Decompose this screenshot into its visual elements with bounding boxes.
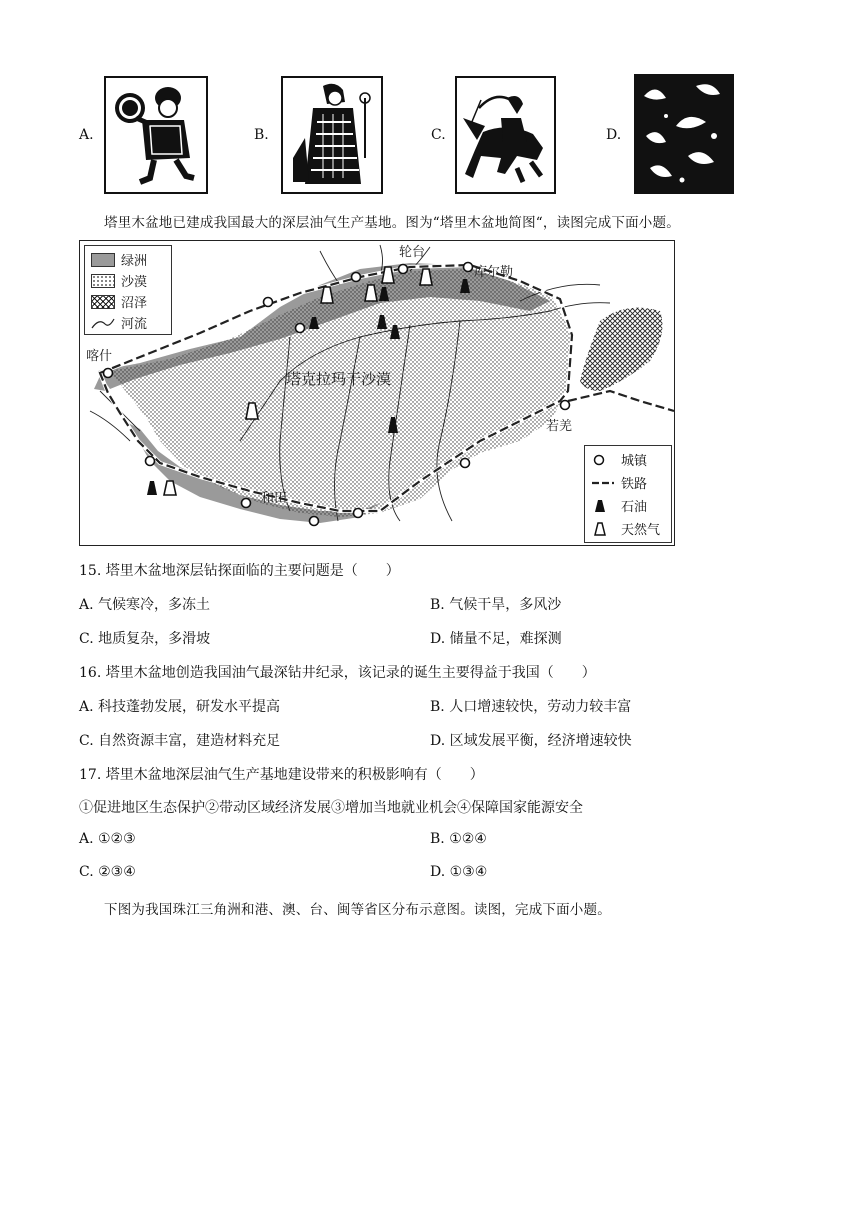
question-16-option-d[interactable]: D. 区域发展平衡，经济增速较快: [430, 733, 632, 749]
question-17-option-b[interactable]: B. ①②④: [430, 831, 487, 847]
legend-town-label: 城镇: [621, 454, 648, 469]
option-b-letter: B.: [254, 127, 269, 143]
question-15-option-c[interactable]: C. 地质复杂，多滑坡: [79, 631, 211, 647]
oil-icon: [591, 499, 615, 513]
railway-icon: [591, 476, 615, 490]
place-hotan: 和田: [261, 491, 288, 506]
legend-railway-label: 铁路: [621, 477, 648, 492]
paper-cut-archer-on-horse-image: [457, 78, 554, 192]
legend-oasis: [91, 250, 147, 269]
question-15-stem: 15. 塔里木盆地深层钻探面临的主要问题是（ ）: [79, 563, 400, 579]
question-16-option-c[interactable]: C. 自然资源丰富，建造材料充足: [79, 733, 281, 749]
legend-features: [584, 445, 672, 543]
question-17-option-c[interactable]: C. ②③④: [79, 864, 136, 880]
legend-swamp-label: 沼泽: [121, 296, 148, 311]
question-17-option-d[interactable]: D. ①③④: [430, 864, 488, 880]
legend-railway: [591, 473, 647, 492]
intro-text-tarim: 塔里木盆地已建成我国最大的深层油气生产基地。图为“塔里木盆地简图“，读图完成下面小题。: [104, 215, 680, 231]
river-icon: [91, 316, 115, 330]
option-c-letter: C.: [431, 127, 446, 143]
question-15-option-b[interactable]: B. 气候干旱，多风沙: [430, 597, 562, 613]
legend-river-label: 河流: [121, 317, 148, 332]
tarim-basin-map: [79, 240, 675, 546]
paper-cut-tropical-leaves-image: [636, 76, 732, 192]
option-a-letter: A.: [79, 127, 94, 143]
option-b-image: [281, 76, 383, 194]
option-c-image: [455, 76, 556, 194]
question-16-option-a[interactable]: A. 科技蓬勃发展，研发水平提高: [79, 699, 281, 715]
question-17-stem: 17. 塔里木盆地深层油气生产基地建设带来的积极影响有（ ）: [79, 767, 484, 783]
town-icon: [591, 453, 615, 467]
legend-town: [591, 450, 647, 469]
option-d-image: [634, 74, 734, 194]
legend-land-types: [84, 245, 172, 335]
question-17-option-a[interactable]: A. ①②③: [79, 831, 136, 847]
desert-label: 塔克拉玛干沙漠: [286, 370, 392, 388]
option-a-image: [104, 76, 208, 194]
place-ruoqiang: 若羌: [546, 419, 573, 434]
desert-swatch: [91, 274, 115, 288]
paper-cut-woman-in-robe-image: [283, 78, 381, 192]
question-16-option-b[interactable]: B. 人口增速较快，劳动力较丰富: [430, 699, 632, 715]
option-d-letter: D.: [606, 127, 622, 143]
question-15-option-d[interactable]: D. 储量不足，难探测: [430, 631, 562, 647]
question-16-stem: 16. 塔里木盆地创造我国油气最深钻井纪录，该记录的诞生主要得益于我国（ ）: [79, 665, 596, 681]
place-kashi: 喀什: [86, 349, 113, 364]
place-korla: 库尔勒: [474, 265, 514, 280]
oasis-swatch: [91, 253, 115, 267]
question-15-option-a[interactable]: A. 气候寒冷，多冻土: [79, 597, 211, 613]
legend-swamp: [91, 292, 147, 311]
legend-oasis-label: 绿洲: [121, 254, 148, 269]
place-luntai: 轮台: [399, 245, 426, 260]
intro-text-pearl-river-delta: 下图为我国珠江三角洲和港、澳、台、闽等省区分布示意图。读图，完成下面小题。: [104, 902, 611, 918]
natural-gas-icon: [591, 522, 615, 536]
legend-desert: [91, 271, 147, 290]
swamp-swatch: [91, 295, 115, 309]
paper-cut-dancer-with-tambourine-image: [106, 78, 206, 192]
legend-gas: [591, 519, 660, 538]
legend-oil-label: 石油: [621, 500, 648, 515]
legend-gas-label: 天然气: [621, 523, 661, 538]
legend-river: [91, 313, 147, 332]
question-17-statements: ①促进地区生态保护②带动区域经济发展③增加当地就业机会④保障国家能源安全: [79, 800, 583, 816]
legend-desert-label: 沙漠: [121, 275, 148, 290]
legend-oil: [591, 496, 647, 515]
